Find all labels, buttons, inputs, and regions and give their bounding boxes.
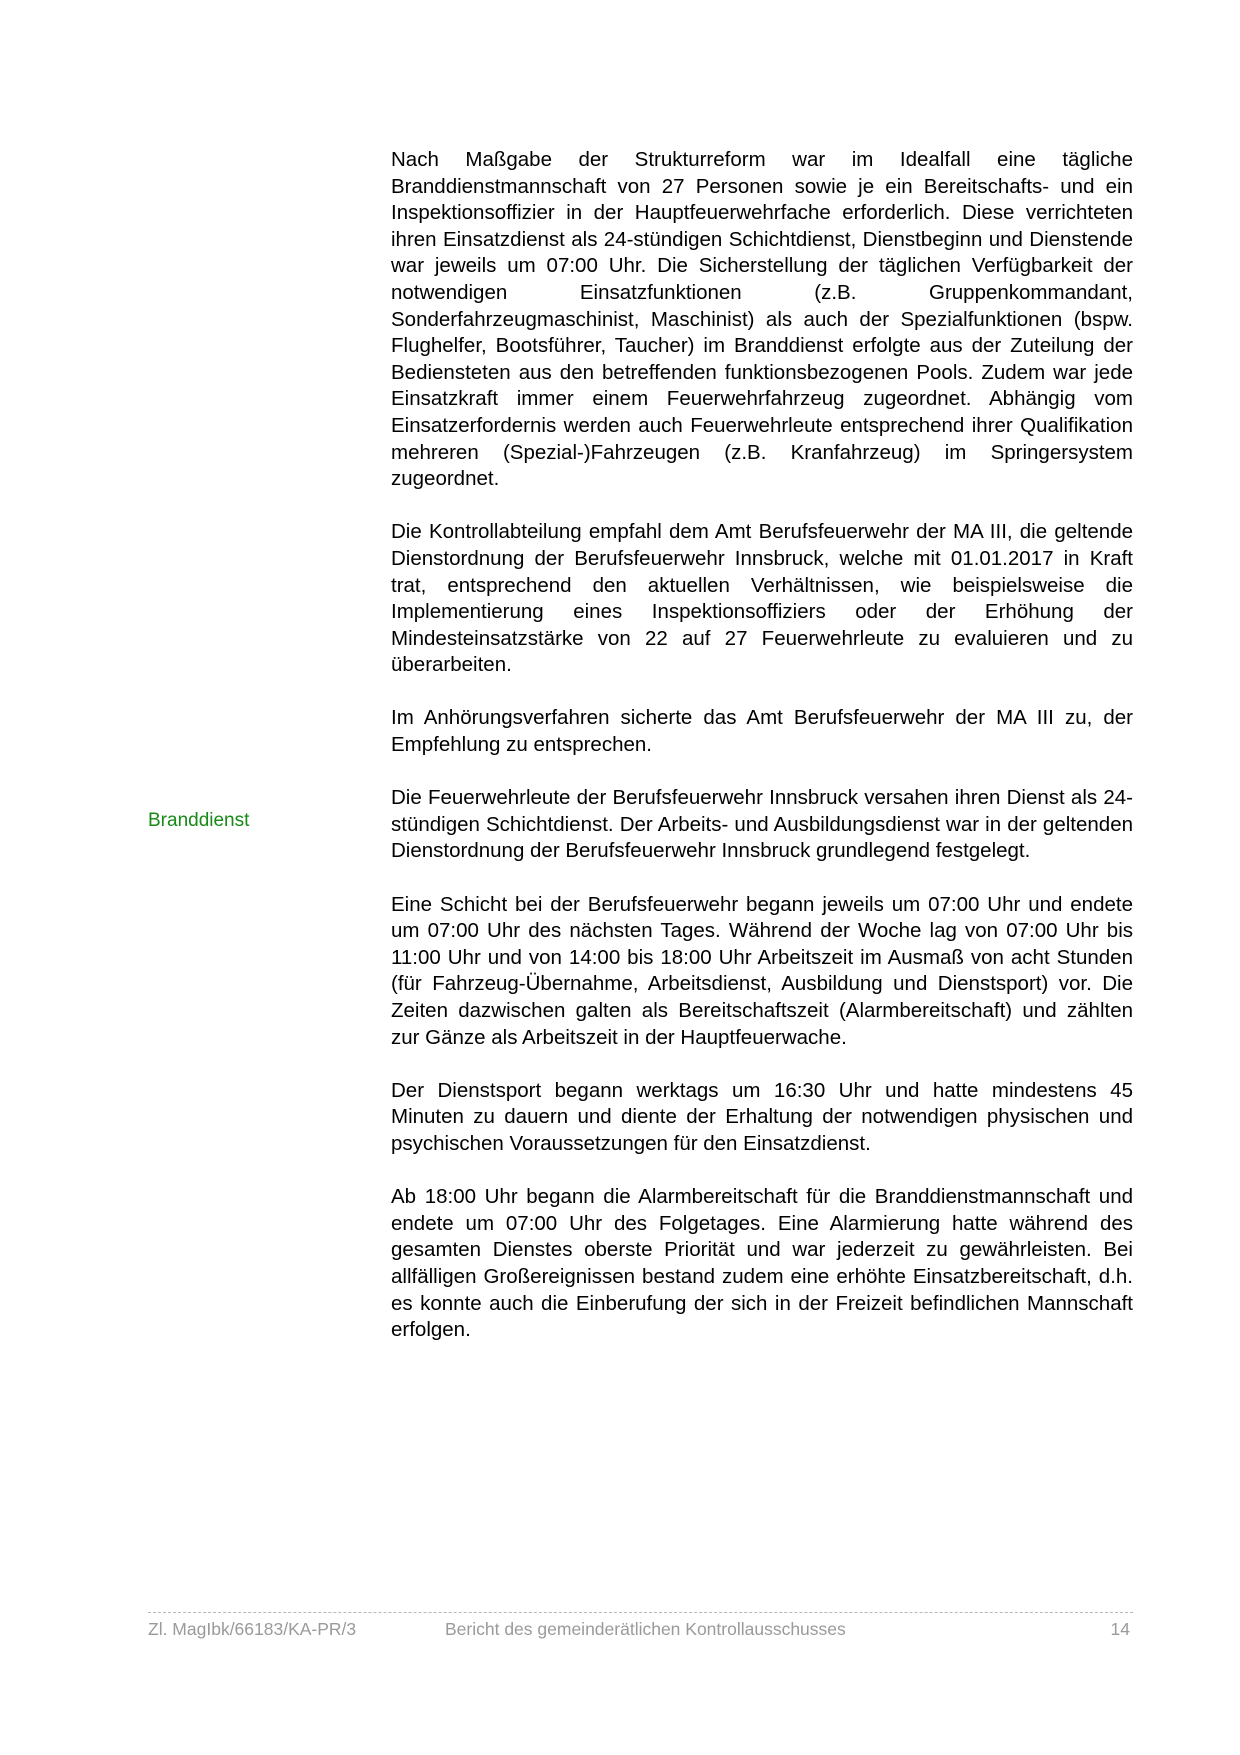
paragraph-anhoerung: Im Anhörungsverfahren sicherte das Amt Berufsfeuerwehr der MA III zu, der Empfehlung zu entsprechen. bbox=[391, 706, 1133, 757]
footer-title: Bericht des gemeinderätlichen Kontrollausschusses bbox=[445, 1619, 846, 1639]
paragraph-dienstsport: Der Dienstsport begann werktags um 16:30 Uhr und hatte mindestens 45 Minuten zu dauern und diente der Erhaltung der notwendigen physischen und psychischen Voraussetzungen für den Einsatzdienst. bbox=[391, 1078, 1133, 1155]
body-text bbox=[391, 147, 1133, 1344]
paragraph-empfehlung: Die Kontrollabteilung empfahl dem Amt Berufsfeuerwehr der MA III, die geltende Dienstordnung der Berufsfeuerwehr Innsbruck, welche mit 01.01.2017 in Kraft trat, entsprechend den aktuellen Verhältnissen, wie beispielsweise die Implementierung eines Inspektionsoffiziers oder der Erhöhung der Mindesteinsatzstärke von 22 auf 27 Feuerwehrleute zu evaluieren und zu überarbeiten. bbox=[391, 520, 1133, 677]
paragraph-alarmbereitschaft: Ab 18:00 Uhr begann die Alarmbereitschaft für die Branddienstmannschaft und endete um 07:00 Uhr des Folgetages. Eine Alarmierung hatte während des gesamten Dienstes oberste Priorität und war jederzeit zu gewährleisten. Bei allfälligen Großereignissen bestand zudem eine erhöhte Einsatzbereitschaft, d.h. es konnte auch die Einberufung der sich in der Freizeit befindlichen Mannschaft erfolgen. bbox=[391, 1185, 1133, 1342]
page-number: 14 bbox=[1110, 1619, 1130, 1639]
footer-divider bbox=[148, 1612, 1133, 1613]
paragraph-strukturreform: Nach Maßgabe der Strukturreform war im Idealfall eine tägliche Branddienstmannschaft von 27 Personen sowie je ein Bereitschafts- und ein Inspektionsoffizier in der Hauptfeuerwehrfache erforderlich. Diese verrichteten ihren Einsatzdienst als 24-stündigen Schichtdienst, Dienstbeginn und Dienstende war jeweils um 07:00 Uhr. Die Sicherstellung der täglichen Verfügbarkeit der notwendigen Einsatzfunktionen (z.B. Gruppenkommandant, Sonderfahrzeugmaschinist, Maschinist) als auch der Spezialfunktionen (bspw. Flughelfer, Bootsführer, Taucher) im Branddienst erfolgte aus der Zuteilung der Bediensteten aus den betreffenden funktionsbezogenen Pools. Zudem war jede Einsatzkraft immer einem Feuerwehrfahrzeug zugeordnet. Abhängig vom Einsatzerfordernis werden auch Feuerwehrleute entsprechend ihrer Qualifikation mehreren (Spezial-)Fahrzeugen (z.B. Kranfahrzeug) im Springersystem zugeordnet. bbox=[391, 148, 1133, 491]
margin-note-branddienst: Branddienst bbox=[148, 810, 250, 831]
footer-reference: Zl. MagIbk/66183/KA-PR/3 bbox=[148, 1619, 357, 1639]
paragraph-branddienst-intro: Die Feuerwehrleute der Berufsfeuerwehr Innsbruck versahen ihren Dienst als 24-stündigen Schichtdienst. Der Arbeits- und Ausbildungsdienst war in der geltenden Dienstordnung der Berufsfeuerwehr Innsbruck grundlegend festgelegt. bbox=[391, 786, 1133, 863]
paragraph-schicht: Eine Schicht bei der Berufsfeuerwehr begann jeweils um 07:00 Uhr und endete um 07:00 Uhr des nächsten Tages. Während der Woche lag von 07:00 Uhr bis 11:00 Uhr und von 14:00 bis 18:00 Uhr Arbeitszeit im Ausmaß von acht Stunden (für Fahrzeug-Übernahme, Arbeitsdienst, Ausbildung und Dienstsport) vor. Die Zeiten dazwischen galten als Bereitschaftszeit (Alarmbereitschaft) und zählten zur Gänze als Arbeitszeit in der Hauptfeuerwache. bbox=[391, 892, 1133, 1049]
